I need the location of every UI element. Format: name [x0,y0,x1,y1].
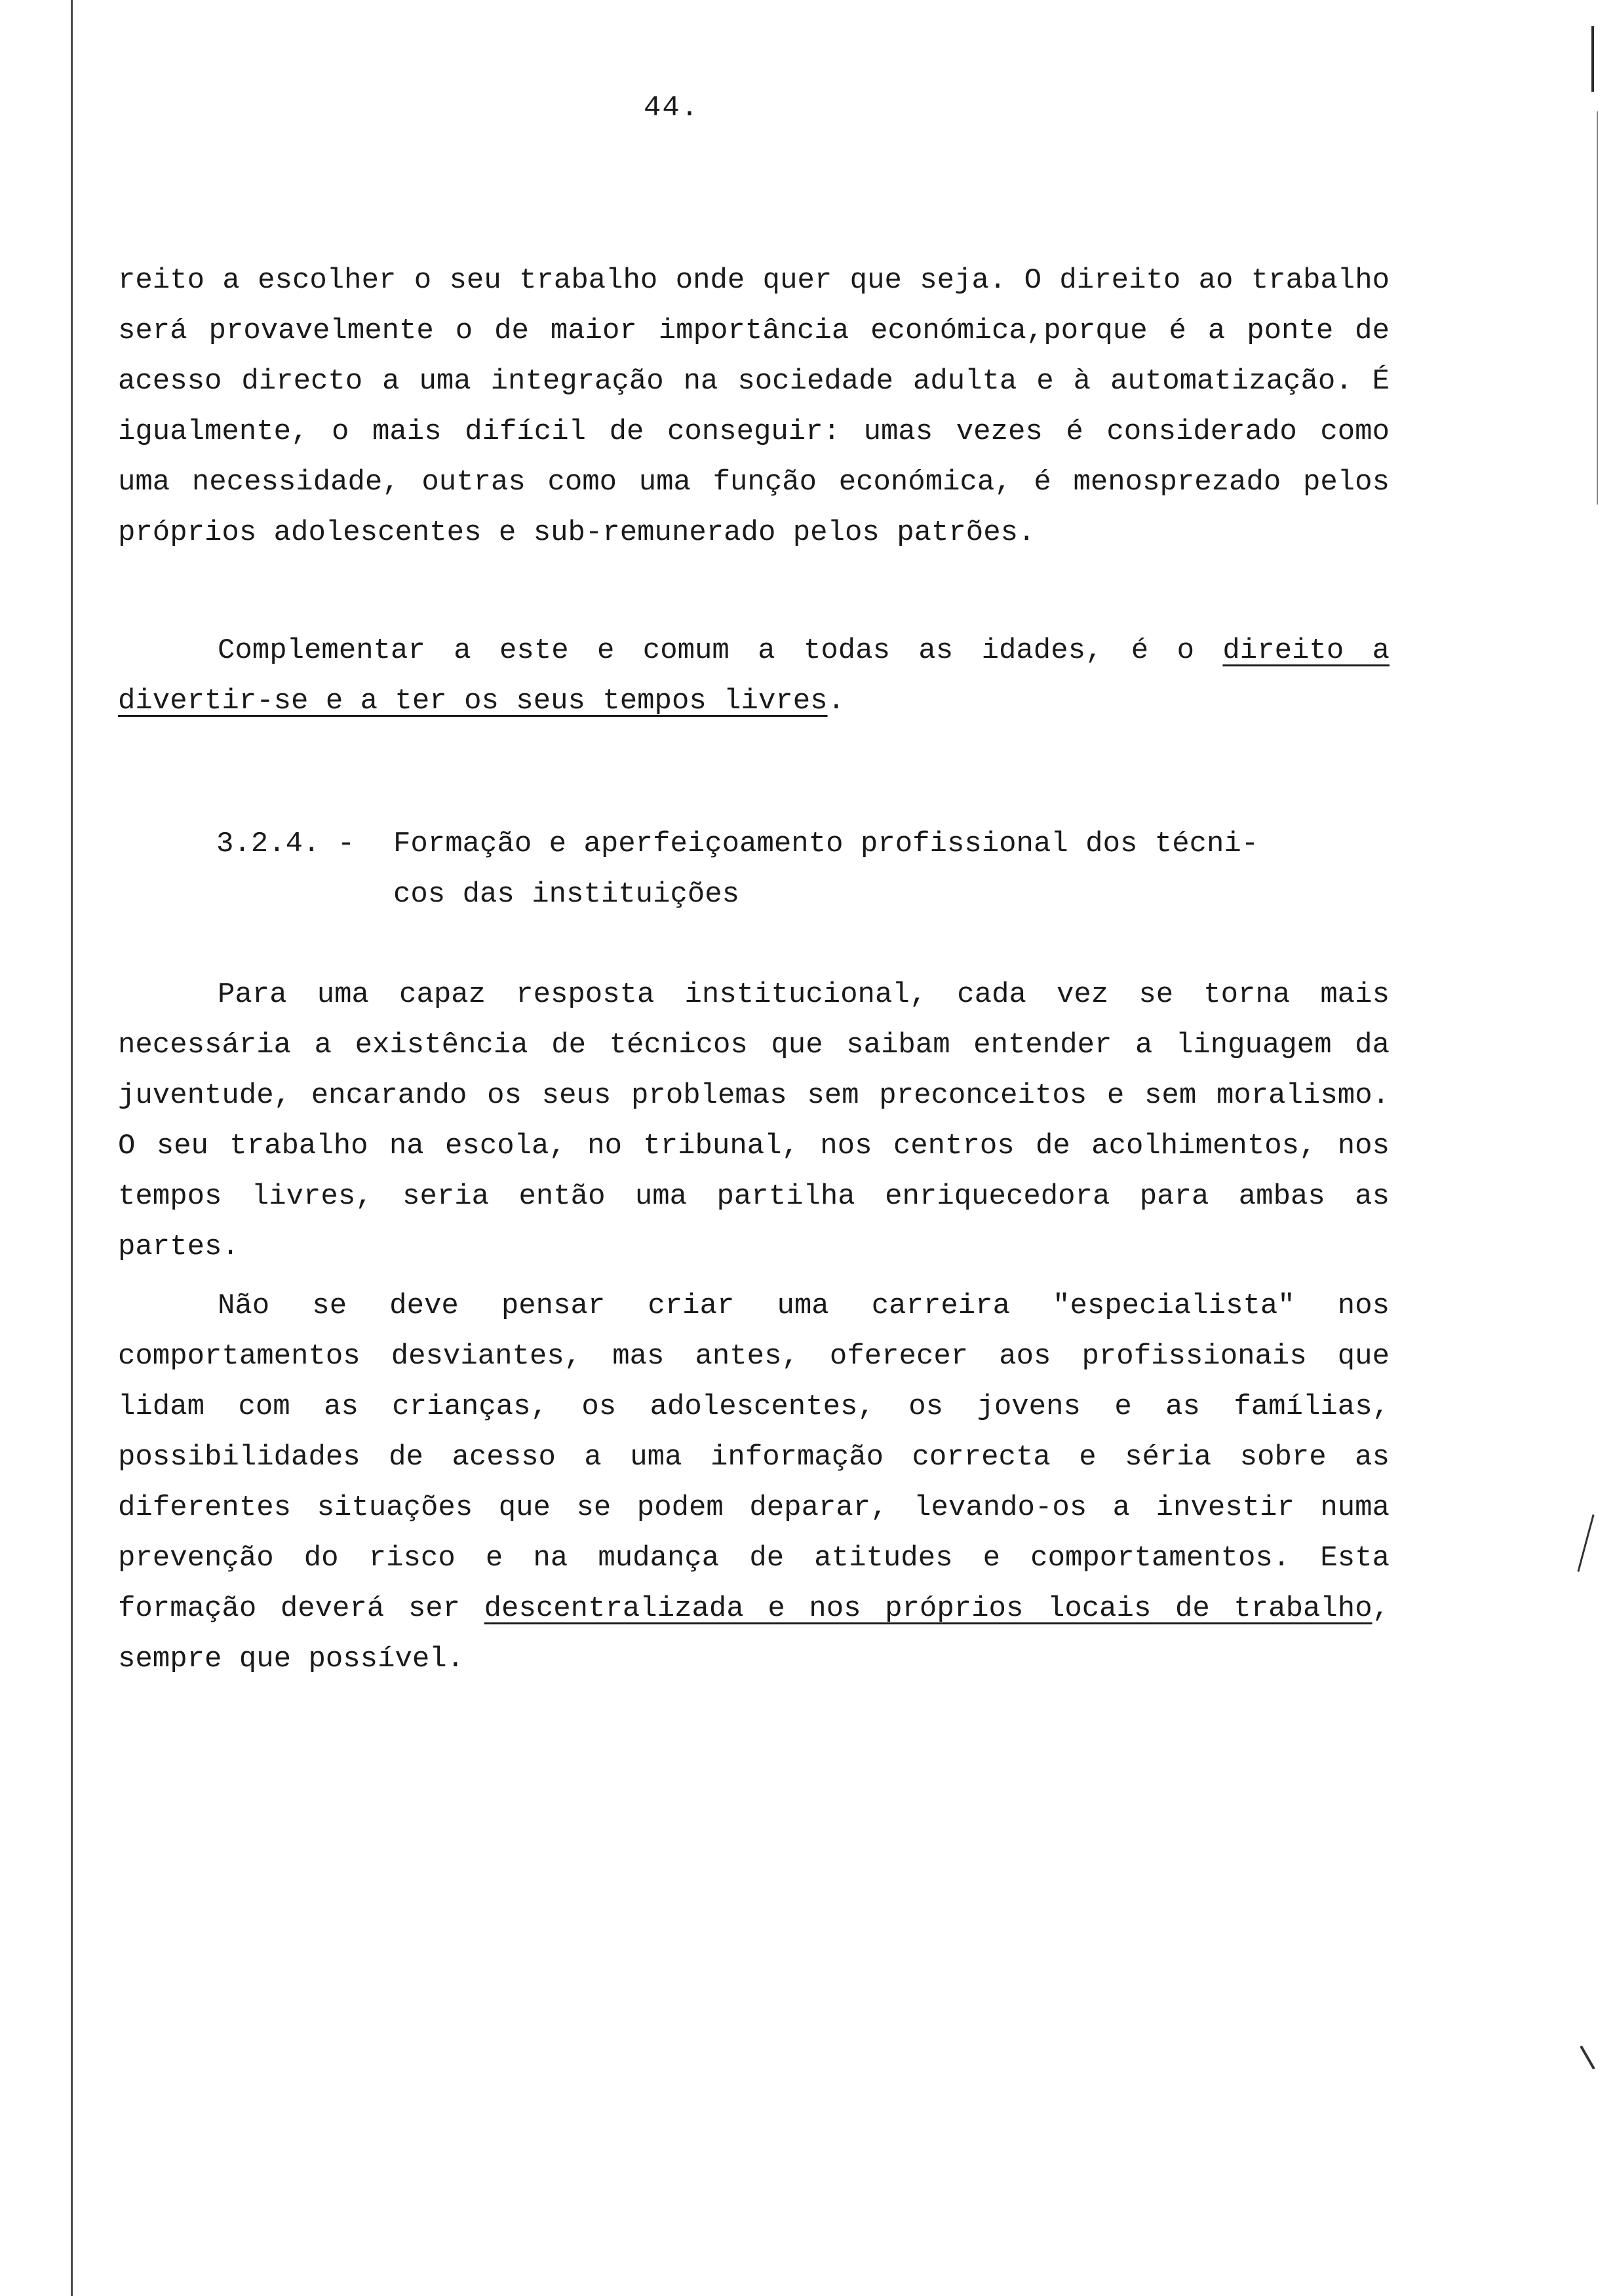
paragraph-3 [118,970,1390,1272]
section-title-line-2: cos das instituições [393,878,740,911]
paragraph-text: Para uma capaz resposta institucional, cada vez se torna mais necessária a existência de técnicos que saibam entender a linguagem da juventude, encarando os seus problemas sem preconceitos e sem moralismo. O seu trabalho na escola, no tribunal, nos centros de acolhimentos, nos tempos livres, seria então uma partilha enriquecedora para ambas as partes. [118,978,1390,1263]
page-number: 44. [644,92,700,124]
paragraph-text: , sempre que possível. [118,1592,1390,1675]
section-heading [216,819,1390,920]
scan-edge-right-faint [1597,111,1598,505]
paragraph-text: Não se deve pensar criar uma carreira "especialista" nos comportamentos desviantes, mas antes, oferecer aos profissionais que lidam com as crianças, os adolescentes, os jovens e as famílias, possibilidades de acesso a uma informação correcta e séria sobre as diferentes situações que se podem deparar, levando-os a investir numa prevenção do risco e na mudança de atitudes e comportamentos. Esta formação deverá ser [118,1290,1390,1625]
paragraph-1 [118,256,1390,558]
paragraph-4 [118,1281,1390,1685]
scan-mark [1580,2046,1595,2070]
scan-edge-right [1591,26,1594,92]
section-title-line-1: Formação e aperfeiçoamento profissional dos técni- [393,828,1259,860]
scan-edge-left [71,0,73,2296]
underlined-text: direito a divertir-se e a ter os seus tempos livres [118,634,1390,718]
scan-mark [1577,1514,1594,1572]
paragraph-text: . [827,685,845,718]
paragraph-text: Complementar a este e comum a todas as idades, é o [218,634,1223,667]
paragraph-2 [118,626,1390,727]
underlined-text: descentralizada e nos próprios locais de trabalho [484,1592,1372,1625]
section-number: 3.2.4. - [216,828,355,860]
paragraph-text: reito a escolher o seu trabalho onde quer que seja. O direito ao trabalho será provavelmente o de maior importância económica,porque é a ponte de acesso directo a uma integração na sociedade adulta e à automatização. É igualmente, o mais difícil de conseguir: umas vezes é considerado como uma necessidade, outras como uma função económica, é menosprezado pelos próprios adolescentes e sub-remunerado pelos patrões. [118,264,1390,549]
